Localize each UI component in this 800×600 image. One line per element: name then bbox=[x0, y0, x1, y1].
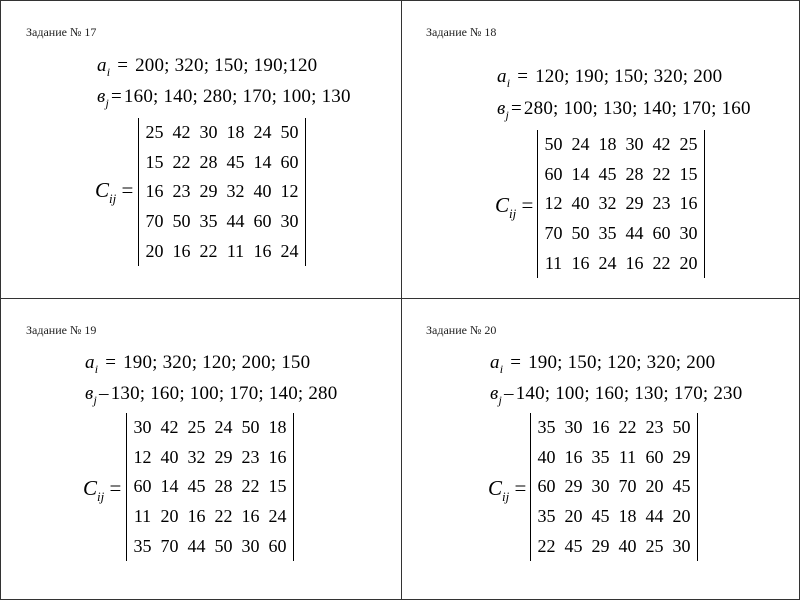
matrix-cell: 35 bbox=[591, 446, 610, 467]
matrix-cell: 16 bbox=[253, 240, 272, 261]
task-title: Задание № 19 bbox=[26, 323, 97, 337]
matrix-row bbox=[129, 472, 291, 502]
matrix-cell: 15 bbox=[145, 151, 164, 172]
matrix-cell: 22 bbox=[199, 240, 218, 261]
matrix-row bbox=[540, 248, 702, 278]
matrix-row bbox=[540, 130, 702, 160]
matrix-cell: 22 bbox=[241, 476, 260, 497]
matrix-row bbox=[533, 472, 695, 502]
matrix-cell: 30 bbox=[199, 122, 218, 143]
matrix-cell: 60 bbox=[652, 223, 671, 244]
matrix-cell: 42 bbox=[160, 417, 179, 438]
matrix-cell: 22 bbox=[618, 417, 637, 438]
matrix-cell: 16 bbox=[591, 417, 610, 438]
matrix-cell: 16 bbox=[145, 181, 164, 202]
matrix-cell: 70 bbox=[544, 223, 563, 244]
cost-matrix bbox=[537, 130, 705, 278]
matrix-cell: 24 bbox=[253, 122, 272, 143]
supply-equation: $a_i = 120$; 190; 150; 320; 200 bbox=[497, 66, 723, 90]
matrix-cell: 20 bbox=[564, 506, 583, 527]
matrix-cell: 29 bbox=[199, 181, 218, 202]
matrix-cell: 12 bbox=[280, 181, 299, 202]
matrix-cell: 30 bbox=[672, 535, 691, 556]
matrix-cell: 70 bbox=[145, 211, 164, 232]
matrix-cell: 45 bbox=[564, 535, 583, 556]
matrix-cell: 28 bbox=[199, 151, 218, 172]
matrix-row bbox=[141, 236, 303, 266]
supply-values: 200; 320; 150; 190;120 bbox=[135, 55, 318, 76]
matrix-cell: 23 bbox=[172, 181, 191, 202]
supply-values: 120; 190; 150; 320; 200 bbox=[535, 66, 723, 87]
matrix-cell: 60 bbox=[253, 211, 272, 232]
supply-values: 190; 320; 120; 200; 150 bbox=[123, 352, 311, 373]
matrix-cell: 16 bbox=[679, 193, 698, 214]
matrix-cell: 25 bbox=[645, 535, 664, 556]
matrix-cell: 14 bbox=[571, 163, 590, 184]
matrix-cell: 24 bbox=[280, 240, 299, 261]
demand-values: 280; 100; 130; 140; 170; 160 bbox=[523, 98, 751, 119]
matrix-cell: 16 bbox=[268, 446, 287, 467]
supply-values: 190; 150; 120; 320; 200 bbox=[528, 352, 716, 373]
matrix-cell: 32 bbox=[187, 446, 206, 467]
matrix-cell: 11 bbox=[544, 252, 563, 273]
matrix-cell: 29 bbox=[591, 535, 610, 556]
matrix-row bbox=[129, 531, 291, 561]
matrix-cell: 35 bbox=[199, 211, 218, 232]
matrix-cell: 45 bbox=[672, 476, 691, 497]
matrix-cell: 24 bbox=[214, 417, 233, 438]
matrix-cell: 40 bbox=[253, 181, 272, 202]
matrix-cell: 30 bbox=[133, 417, 152, 438]
matrix-cell: 16 bbox=[241, 506, 260, 527]
matrix-cell: 12 bbox=[133, 446, 152, 467]
matrix-cell: 20 bbox=[145, 240, 164, 261]
supply-equation: $a_i = 190$; 150; 120; 320; 200 bbox=[490, 352, 716, 376]
matrix-cell: 12 bbox=[544, 193, 563, 214]
matrix-cell: 24 bbox=[571, 134, 590, 155]
matrix-row bbox=[533, 413, 695, 443]
matrix-cell: 18 bbox=[598, 134, 617, 155]
matrix-cell: 28 bbox=[214, 476, 233, 497]
matrix-cell: 20 bbox=[160, 506, 179, 527]
matrix-cell: 60 bbox=[268, 535, 287, 556]
matrix-cell: 16 bbox=[625, 252, 644, 273]
matrix-row bbox=[141, 207, 303, 237]
matrix-cell: 45 bbox=[591, 506, 610, 527]
cost-matrix-label: $C_{ij}$ = bbox=[495, 193, 534, 221]
demand-equation: $в_j - 130$; 160; 100; 170; 140; 280 bbox=[85, 383, 338, 407]
cost-matrix bbox=[126, 413, 294, 561]
matrix-cell: 28 bbox=[625, 163, 644, 184]
supply-equation: $a_i = 200$; 320; 150; 190;120 bbox=[97, 55, 318, 79]
matrix-cell: 20 bbox=[679, 252, 698, 273]
matrix-cell: 35 bbox=[537, 417, 556, 438]
matrix-cell: 22 bbox=[652, 252, 671, 273]
matrix-cell: 30 bbox=[591, 476, 610, 497]
matrix-cell: 30 bbox=[280, 211, 299, 232]
matrix-cell: 18 bbox=[226, 122, 245, 143]
cost-matrix bbox=[530, 413, 698, 561]
matrix-cell: 44 bbox=[645, 506, 664, 527]
matrix-cell: 32 bbox=[226, 181, 245, 202]
matrix-cell: 44 bbox=[187, 535, 206, 556]
matrix-cell: 16 bbox=[172, 240, 191, 261]
matrix-row bbox=[129, 443, 291, 473]
horizontal-divider bbox=[0, 298, 800, 299]
matrix-cell: 23 bbox=[645, 417, 664, 438]
matrix-cell: 29 bbox=[564, 476, 583, 497]
matrix-cell: 15 bbox=[679, 163, 698, 184]
demand-equation: $в_j - 140$; 100; 160; 130; 170; 230 bbox=[490, 383, 743, 407]
matrix-cell: 14 bbox=[253, 151, 272, 172]
matrix-cell: 50 bbox=[672, 417, 691, 438]
matrix-cell: 40 bbox=[571, 193, 590, 214]
matrix-cell: 23 bbox=[241, 446, 260, 467]
matrix-row bbox=[540, 219, 702, 249]
matrix-cell: 32 bbox=[598, 193, 617, 214]
matrix-cell: 24 bbox=[598, 252, 617, 273]
demand-equation: $в_j = 280$; 100; 130; 140; 170; 160 bbox=[497, 98, 751, 122]
matrix-cell: 18 bbox=[618, 506, 637, 527]
matrix-cell: 35 bbox=[537, 506, 556, 527]
matrix-row bbox=[129, 413, 291, 443]
matrix-cell: 25 bbox=[679, 134, 698, 155]
matrix-cell: 45 bbox=[187, 476, 206, 497]
matrix-cell: 30 bbox=[564, 417, 583, 438]
demand-values: 140; 100; 160; 130; 170; 230 bbox=[515, 383, 743, 404]
demand-equation: $в_j = 160$; 140; 280; 170; 100; 130 bbox=[97, 86, 351, 110]
task-title: Задание № 17 bbox=[26, 25, 97, 39]
matrix-cell: 70 bbox=[618, 476, 637, 497]
demand-values: 130; 160; 100; 170; 140; 280 bbox=[110, 383, 338, 404]
matrix-cell: 50 bbox=[214, 535, 233, 556]
cost-matrix bbox=[138, 118, 306, 266]
matrix-cell: 25 bbox=[145, 122, 164, 143]
matrix-row bbox=[141, 148, 303, 178]
matrix-cell: 20 bbox=[672, 506, 691, 527]
matrix-cell: 16 bbox=[571, 252, 590, 273]
matrix-cell: 60 bbox=[133, 476, 152, 497]
matrix-cell: 70 bbox=[160, 535, 179, 556]
matrix-cell: 35 bbox=[598, 223, 617, 244]
matrix-cell: 44 bbox=[226, 211, 245, 232]
matrix-cell: 42 bbox=[652, 134, 671, 155]
matrix-row bbox=[540, 160, 702, 190]
matrix-cell: 29 bbox=[625, 193, 644, 214]
cost-matrix-label: $C_{ij}$ = bbox=[83, 476, 122, 504]
matrix-cell: 25 bbox=[187, 417, 206, 438]
task-title: Задание № 18 bbox=[426, 25, 497, 39]
matrix-cell: 18 bbox=[268, 417, 287, 438]
matrix-cell: 22 bbox=[214, 506, 233, 527]
matrix-cell: 50 bbox=[280, 122, 299, 143]
matrix-cell: 29 bbox=[214, 446, 233, 467]
vertical-divider bbox=[401, 0, 402, 600]
matrix-cell: 44 bbox=[625, 223, 644, 244]
matrix-cell: 60 bbox=[280, 151, 299, 172]
matrix-cell: 45 bbox=[226, 151, 245, 172]
matrix-cell: 35 bbox=[133, 535, 152, 556]
matrix-cell: 23 bbox=[652, 193, 671, 214]
demand-values: 160; 140; 280; 170; 100; 130 bbox=[123, 86, 351, 107]
matrix-cell: 22 bbox=[172, 151, 191, 172]
matrix-cell: 60 bbox=[544, 163, 563, 184]
matrix-cell: 50 bbox=[571, 223, 590, 244]
matrix-cell: 45 bbox=[598, 163, 617, 184]
matrix-cell: 40 bbox=[618, 535, 637, 556]
matrix-row bbox=[533, 531, 695, 561]
matrix-cell: 29 bbox=[672, 446, 691, 467]
matrix-row bbox=[533, 502, 695, 532]
matrix-row bbox=[129, 502, 291, 532]
supply-equation: $a_i = 190$; 320; 120; 200; 150 bbox=[85, 352, 311, 376]
matrix-cell: 40 bbox=[160, 446, 179, 467]
matrix-cell: 22 bbox=[652, 163, 671, 184]
matrix-cell: 50 bbox=[241, 417, 260, 438]
matrix-row bbox=[141, 177, 303, 207]
matrix-cell: 16 bbox=[187, 506, 206, 527]
matrix-cell: 11 bbox=[618, 446, 637, 467]
matrix-cell: 30 bbox=[241, 535, 260, 556]
matrix-cell: 11 bbox=[133, 506, 152, 527]
matrix-cell: 24 bbox=[268, 506, 287, 527]
matrix-cell: 42 bbox=[172, 122, 191, 143]
matrix-cell: 15 bbox=[268, 476, 287, 497]
matrix-row bbox=[141, 118, 303, 148]
matrix-cell: 40 bbox=[537, 446, 556, 467]
matrix-cell: 14 bbox=[160, 476, 179, 497]
matrix-cell: 30 bbox=[679, 223, 698, 244]
matrix-cell: 22 bbox=[537, 535, 556, 556]
matrix-cell: 60 bbox=[645, 446, 664, 467]
cost-matrix-label: $C_{ij}$ = bbox=[95, 178, 134, 206]
matrix-cell: 16 bbox=[564, 446, 583, 467]
matrix-cell: 11 bbox=[226, 240, 245, 261]
task-title: Задание № 20 bbox=[426, 323, 497, 337]
matrix-cell: 50 bbox=[544, 134, 563, 155]
matrix-row bbox=[533, 443, 695, 473]
matrix-cell: 60 bbox=[537, 476, 556, 497]
matrix-row bbox=[540, 189, 702, 219]
cost-matrix-label: $C_{ij}$ = bbox=[488, 476, 527, 504]
matrix-cell: 50 bbox=[172, 211, 191, 232]
matrix-cell: 30 bbox=[625, 134, 644, 155]
matrix-cell: 20 bbox=[645, 476, 664, 497]
